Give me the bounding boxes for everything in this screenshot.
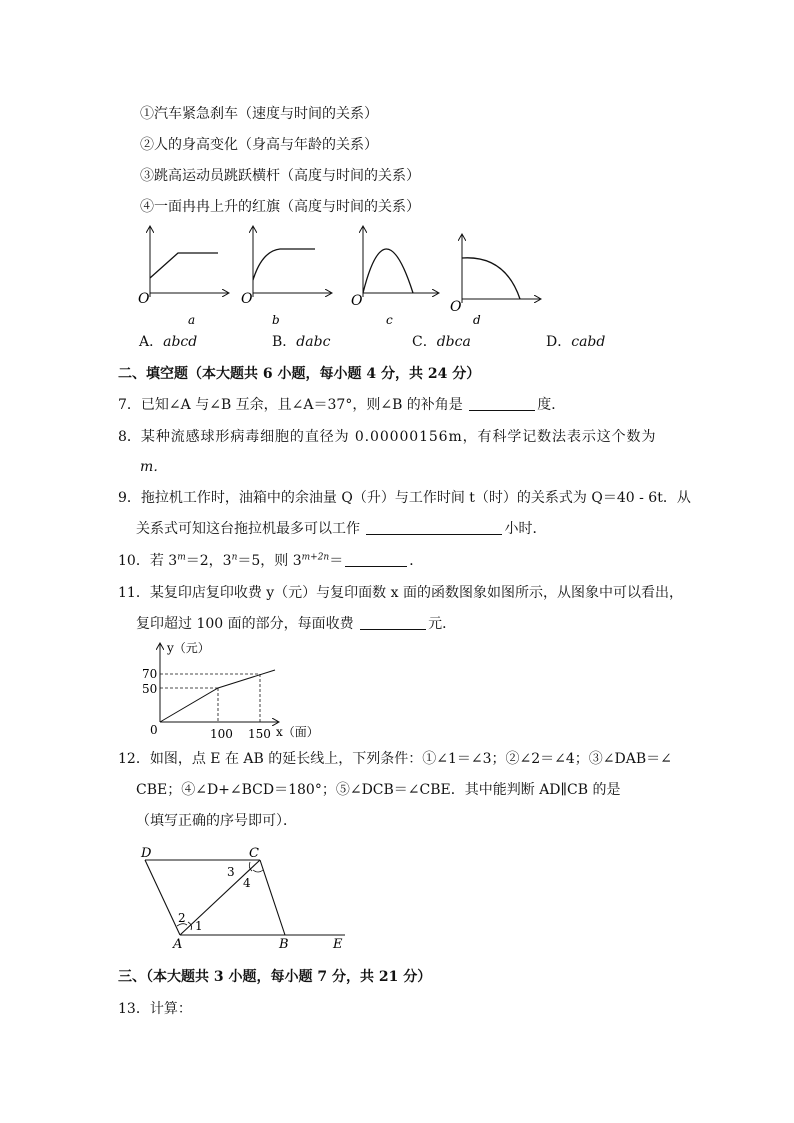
q11-x-tick-150: 150	[248, 727, 271, 741]
q6-item-4: ④一面冉冉上升的红旗（高度与时间的关系）	[140, 199, 420, 215]
graph-c	[351, 227, 438, 327]
q11-y-tick-50: 50	[142, 682, 158, 696]
graph-d-label: d	[473, 313, 481, 327]
question-12-line-1	[118, 748, 672, 768]
angle-2: 2	[178, 911, 186, 925]
point-c: C	[249, 846, 259, 861]
q8-text: 某种流感球形病毒细胞的直径为 0.00000156m，有科学记数法表示这个数为	[140, 429, 657, 445]
question-10	[118, 550, 423, 570]
option-a-letter: A．	[139, 334, 164, 350]
q10-exp-n: n	[231, 552, 238, 563]
q7-unit: 度．	[537, 397, 566, 413]
q11-answer-blank[interactable]	[360, 615, 426, 630]
q6-item-1: ①汽车紧急刹车（速度与时间的关系）	[140, 106, 378, 122]
q10-end: ．	[409, 553, 424, 569]
q7-number: 7．	[118, 397, 141, 413]
q11-y-tick-70: 70	[142, 667, 158, 681]
question-7	[118, 394, 565, 414]
option-c-text: dbca	[436, 334, 471, 350]
option-a-text: abcd	[163, 334, 198, 350]
q11-x-label: x（面）	[276, 725, 319, 739]
graph-b	[241, 227, 331, 327]
option-d-letter: D．	[546, 334, 572, 350]
option-d-text: cabd	[571, 334, 606, 350]
question-12-line-2	[136, 779, 620, 799]
q10-text-b: ＝2，3	[185, 553, 232, 569]
q6-item-2: ②人的身高变化（身高与年龄的关系）	[140, 137, 378, 153]
option-c-letter: C．	[412, 334, 437, 350]
question-11-line-2	[136, 613, 456, 633]
question-12-line-3	[136, 810, 297, 830]
graph-a	[138, 227, 228, 327]
q11-text: 某复印店复印收费 y（元）与复印面数 x 面的函数图象如图所示，从图象中可以看出，	[149, 585, 683, 601]
q10-answer-blank[interactable]	[345, 552, 407, 567]
section-3-title: 三、（本大题共 3 小题，每小题 7 分，共 21 分）	[118, 969, 432, 985]
graph-b-label: b	[272, 313, 280, 327]
q8-number: 8．	[118, 429, 141, 445]
graph-d	[450, 235, 540, 327]
graph-b-origin: O	[241, 291, 253, 307]
q7-text: 已知∠A 与∠B 互余，且∠A＝37°，则∠B 的补角是	[140, 397, 463, 413]
q11-number: 11．	[118, 585, 150, 601]
question-11-line-1	[118, 582, 683, 602]
option-b-letter: B．	[272, 334, 297, 350]
q10-text-c: ＝5，则 3	[237, 553, 302, 569]
point-e: E	[333, 937, 343, 952]
question-8-line-2	[136, 456, 167, 476]
option-b-text: dabc	[296, 334, 331, 350]
question-8-line-1	[118, 426, 656, 446]
q6-item-3: ③跳高运动员跳跃横杆（高度与时间的关系）	[140, 168, 420, 184]
q11-graph	[130, 640, 330, 745]
angle-3: 3	[227, 865, 235, 879]
point-b: B	[279, 937, 289, 952]
q6-option-a	[139, 331, 197, 351]
q10-number: 10．	[118, 553, 150, 569]
q13-number: 13．	[118, 1001, 150, 1017]
q12-text-1: 如图，点 E 在 AB 的延长线上，下列条件：①∠1＝∠3；②∠2＝∠4；③∠DAB＝∠	[149, 751, 672, 767]
graph-c-label: c	[386, 313, 393, 327]
q9-number: 9．	[118, 490, 141, 506]
q8-unit: m．	[140, 459, 168, 475]
section-2-title: 二、填空题（本大题共 6 小题，每小题 4 分，共 24 分）	[118, 366, 481, 382]
q9-unit: 小时．	[504, 521, 547, 537]
question-9-line-2	[136, 518, 546, 538]
q6-option-b	[272, 331, 330, 351]
graph-d-origin: O	[450, 299, 462, 315]
q6-graphs	[0, 225, 794, 345]
q9-text: 拖拉机工作时，油箱中的余油量 Q（升）与工作时间 t（时）的关系式为 Q＝40 - 6t．从	[140, 490, 691, 506]
q11-text-2: 复印超过 100 面的部分，每面收费	[136, 616, 354, 632]
q6-option-d	[546, 331, 605, 351]
q10-exp-m: m	[177, 552, 186, 563]
angle-1: 1	[195, 919, 203, 933]
q12-text-2: CBE；④∠D+∠BCD＝180°；⑤∠DCB＝∠CBE．其中能判断 AD∥CB 的是	[136, 782, 621, 798]
q7-answer-blank[interactable]	[469, 396, 535, 411]
q12-number: 12．	[118, 751, 150, 767]
q11-origin: 0	[150, 723, 158, 737]
q10-text-d: ＝	[329, 553, 344, 569]
point-d: D	[141, 846, 152, 861]
q13-text: 计算：	[149, 1001, 192, 1017]
point-a: A	[173, 937, 183, 952]
graph-a-origin: O	[138, 291, 150, 307]
angle-4: 4	[243, 876, 251, 890]
q11-x-tick-100: 100	[210, 727, 233, 741]
q10-exp-mn: m+2n	[301, 552, 330, 563]
q6-option-c	[412, 331, 471, 351]
q10-text-a: 若 3	[149, 553, 178, 569]
q12-text-3: （填写正确的序号即可）．	[136, 813, 297, 829]
q9-answer-blank[interactable]	[366, 520, 502, 535]
q12-figure	[135, 842, 375, 952]
q11-unit: 元．	[428, 616, 457, 632]
q11-y-label: y（元）	[167, 641, 210, 655]
question-9-line-1	[118, 487, 691, 507]
question-13	[118, 998, 192, 1018]
graph-a-label: a	[188, 313, 196, 327]
graph-c-origin: O	[351, 293, 363, 309]
q9-text-2: 关系式可知这台拖拉机最多可以工作	[136, 521, 360, 537]
